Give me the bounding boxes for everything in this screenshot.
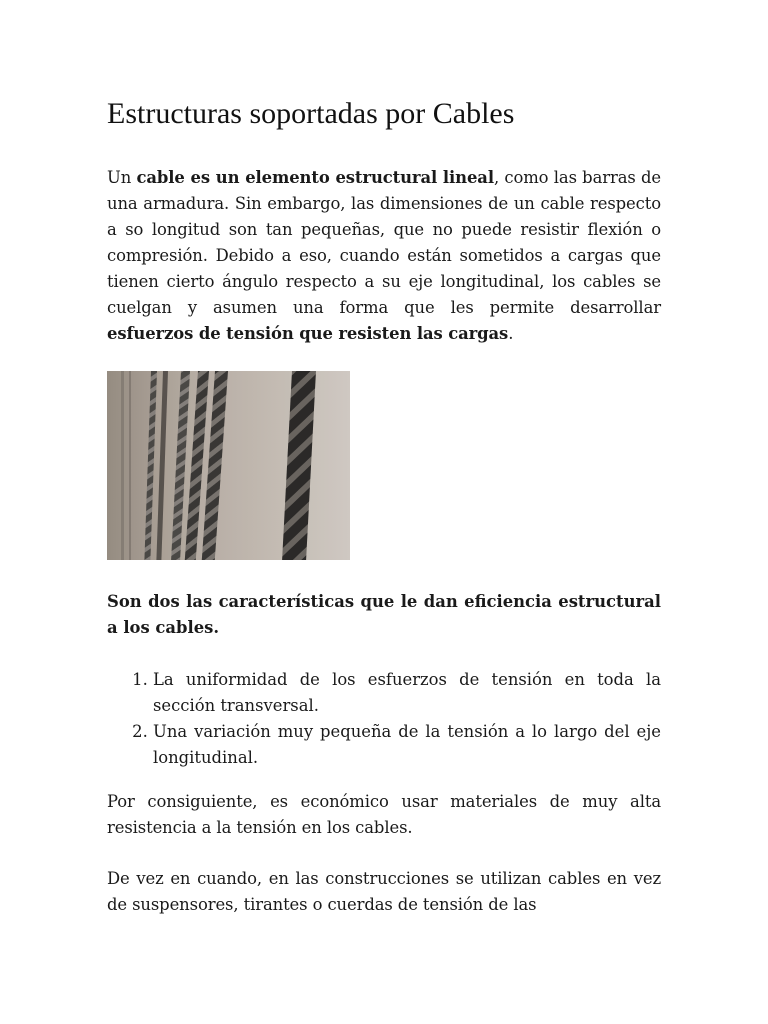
list-item: 1. La uniformidad de los esfuerzos de tensión en toda la sección transversal.: [153, 667, 661, 719]
page-title: Estructuras soportadas por Cables: [107, 97, 515, 130]
cables-photo: [107, 371, 350, 560]
intro-bold-1: cable es un elemento estructural lineal: [136, 168, 494, 187]
closing-paragraph: De vez en cuando, en las construcciones se utilizan cables en vez de suspensores, tirantes o cuerdas de tensión de las: [107, 869, 661, 914]
list-item: 2. Una variación muy pequeña de la tensión a lo largo del eje longitudinal.: [153, 719, 661, 771]
characteristics-list: [107, 667, 661, 771]
intro-text-1: Un: [107, 168, 137, 187]
intro-bold-2: esfuerzos de tensión que resisten las cargas: [107, 324, 509, 343]
steel-cables-image: [107, 371, 350, 560]
characteristics-heading: Son dos las características que le dan eficiencia estructural a los cables.: [107, 592, 661, 637]
intro-paragraph: [107, 165, 661, 347]
conclusion-paragraph: Por consiguiente, es económico usar materiales de muy alta resistencia a la tensión en los cables.: [107, 792, 661, 837]
intro-text-2: , como las barras de una armadura. Sin embargo, las dimensiones de un cable respecto a so longitud son tan pequeñas, que no puede resistir flexión o compresión. Debido a eso, cuando están sometidos a cargas que tienen cierto ángulo respecto a su eje longitudinal, los cables se cuelgan y asumen una forma que les permite desarrollar: [107, 168, 662, 317]
intro-text-3: .: [508, 324, 514, 343]
